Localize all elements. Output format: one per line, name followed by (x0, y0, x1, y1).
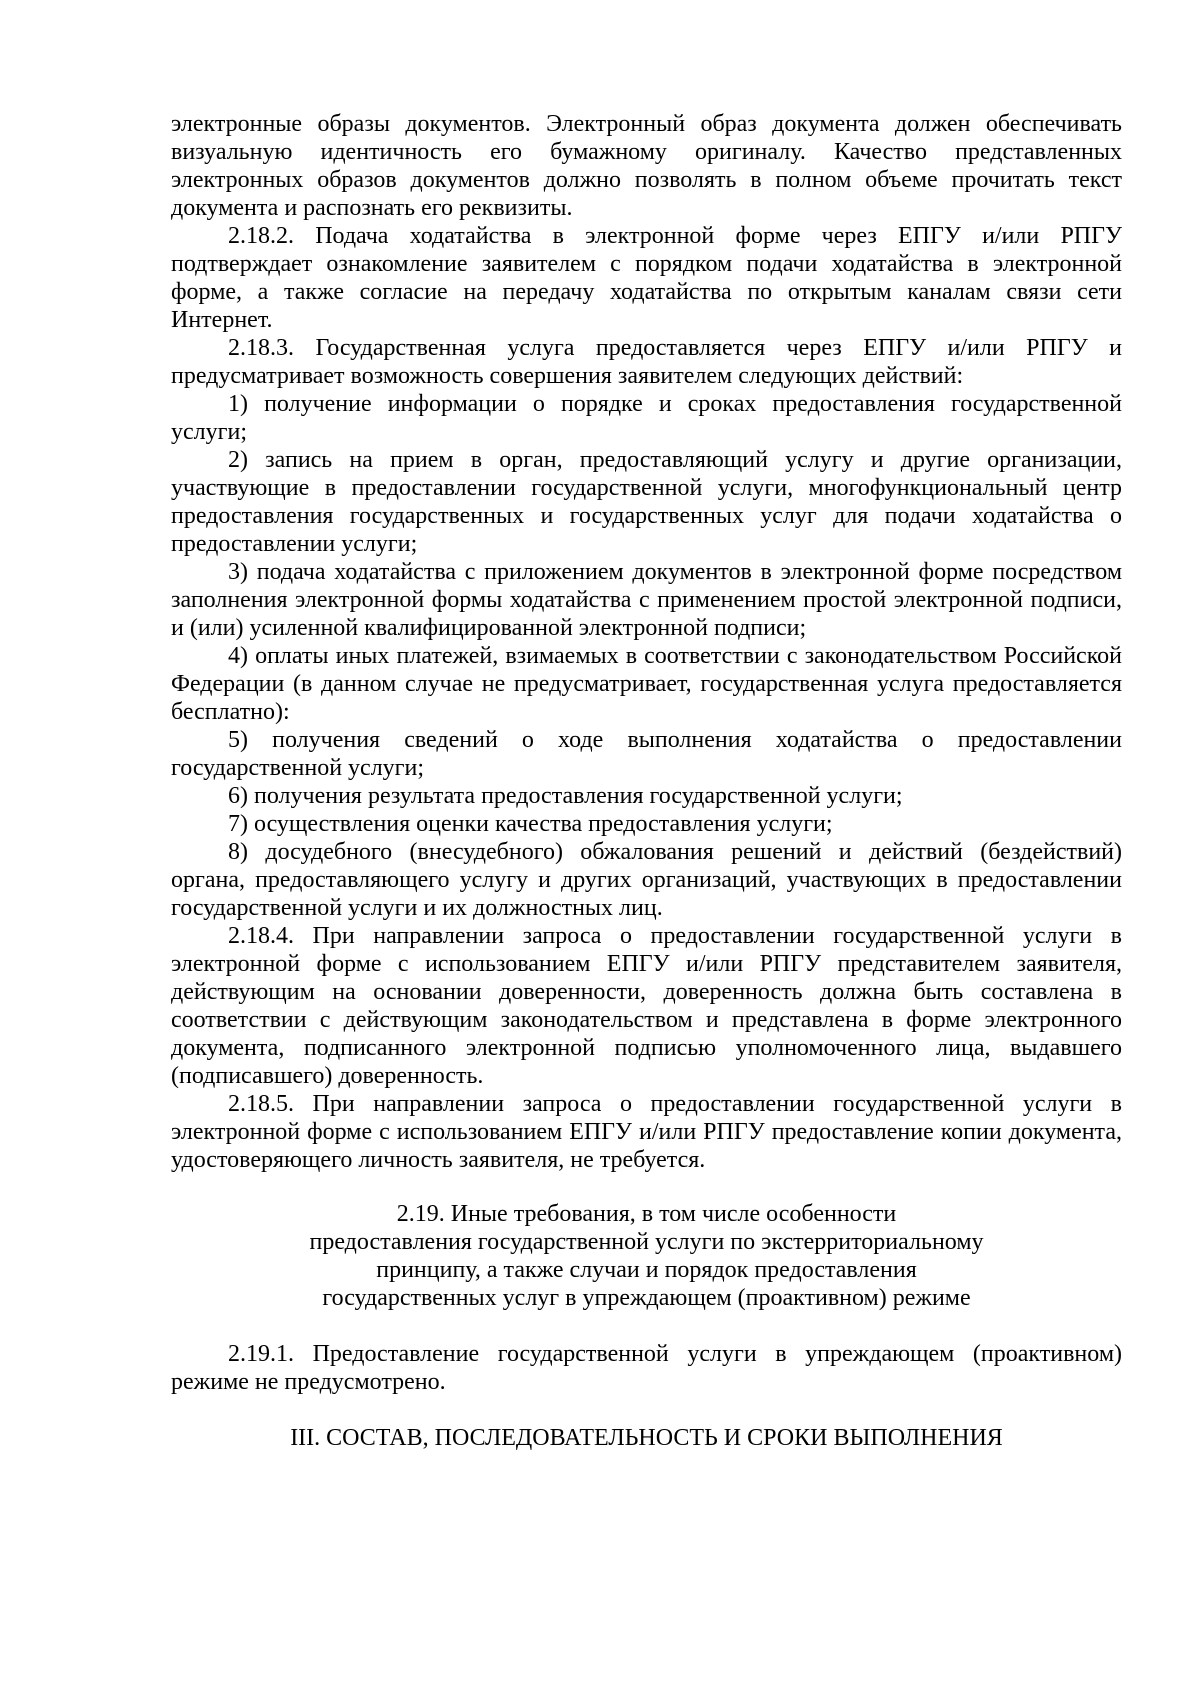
paragraph-2-18-4: 2.18.4. При направлении запроса о предоставлении государственной услуги в электронной форме с использованием ЕПГУ и/или РПГУ представителем заявителя, действующим на основании доверенности, доверенность должна быть составлена в соответствии с действующим законодательством и представлена в форме электронного документа, подписанного электронной подписью уполномоченного лица, выдавшего (подписавшего) доверенность. (171, 923, 1122, 1089)
list-item-8: 8) досудебного (внесудебного) обжалования решений и действий (бездействий) органа, предоставляющего услугу и других организаций, участвующих в предоставлении государственной услуги и их должностных лиц. (171, 839, 1122, 921)
list-item-3: 3) подача ходатайства с приложением документов в электронной форме посредством заполнения электронной формы ходатайства с применением простой электронной подписи, и (или) усиленной квалифицированной электронной подписи; (171, 559, 1122, 641)
heading-line: предоставления государственной услуги по экстерриториальному (309, 1229, 984, 1255)
list-item-6: 6) получения результата предоставления государственной услуги; (228, 783, 903, 809)
heading-line: принципу, а также случаи и порядок предоставления (376, 1257, 917, 1283)
heading-line: 2.19. Иные требования, в том числе особенности (396, 1201, 897, 1227)
list-item-4: 4) оплаты иных платежей, взимаемых в соответствии с законодательством Российской Федерации (в данном случае не предусматривает, государственная услуга предоставляется бесплатно): (171, 643, 1122, 725)
section-title: III. СОСТАВ, ПОСЛЕДОВАТЕЛЬНОСТЬ И СРОКИ ВЫПОЛНЕНИЯ (290, 1425, 1003, 1451)
list-item-2: 2) запись на прием в орган, предоставляющий услугу и другие организации, участвующие в предоставлении государственной услуги, многофункциональный центр предоставления государственных и государственных услуг для подачи ходатайства о предоставлении услуги; (171, 447, 1122, 557)
paragraph-continuation: электронные образы документов. Электронный образ документа должен обеспечивать визуальную идентичность его бумажному оригиналу. Качество представленных электронных образов документов должно позволять в полном объеме прочитать текст документа и распознать его реквизиты. (171, 111, 1122, 221)
paragraph-2-19-1: 2.19.1. Предоставление государственной услуги в упреждающем (проактивном) режиме не предусмотрено. (171, 1341, 1122, 1395)
paragraph-2-18-3: 2.18.3. Государственная услуга предоставляется через ЕПГУ и/или РПГУ и предусматривает возможность совершения заявителем следующих действий: (171, 335, 1122, 389)
list-item-7: 7) осуществления оценки качества предоставления услуги; (228, 811, 833, 837)
paragraph-2-18-5: 2.18.5. При направлении запроса о предоставлении государственной услуги в электронной форме с использованием ЕПГУ и/или РПГУ предоставление копии документа, удостоверяющего личность заявителя, не требуется. (171, 1091, 1122, 1173)
paragraph-2-18-2: 2.18.2. Подача ходатайства в электронной форме через ЕПГУ и/или РПГУ подтверждает ознакомление заявителем с порядком подачи ходатайства в электронной форме, а также согласие на передачу ходатайства по открытым каналам связи сети Интернет. (171, 223, 1122, 333)
list-item-5: 5) получения сведений о ходе выполнения ходатайства о предоставлении государственной услуги; (171, 727, 1122, 781)
heading-line: государственных услуг в упреждающем (проактивном) режиме (322, 1285, 971, 1311)
document-page (171, 110, 1122, 1452)
heading-2-19 (171, 1200, 1122, 1312)
list-item-1: 1) получение информации о порядке и сроках предоставления государственной услуги; (171, 391, 1122, 445)
